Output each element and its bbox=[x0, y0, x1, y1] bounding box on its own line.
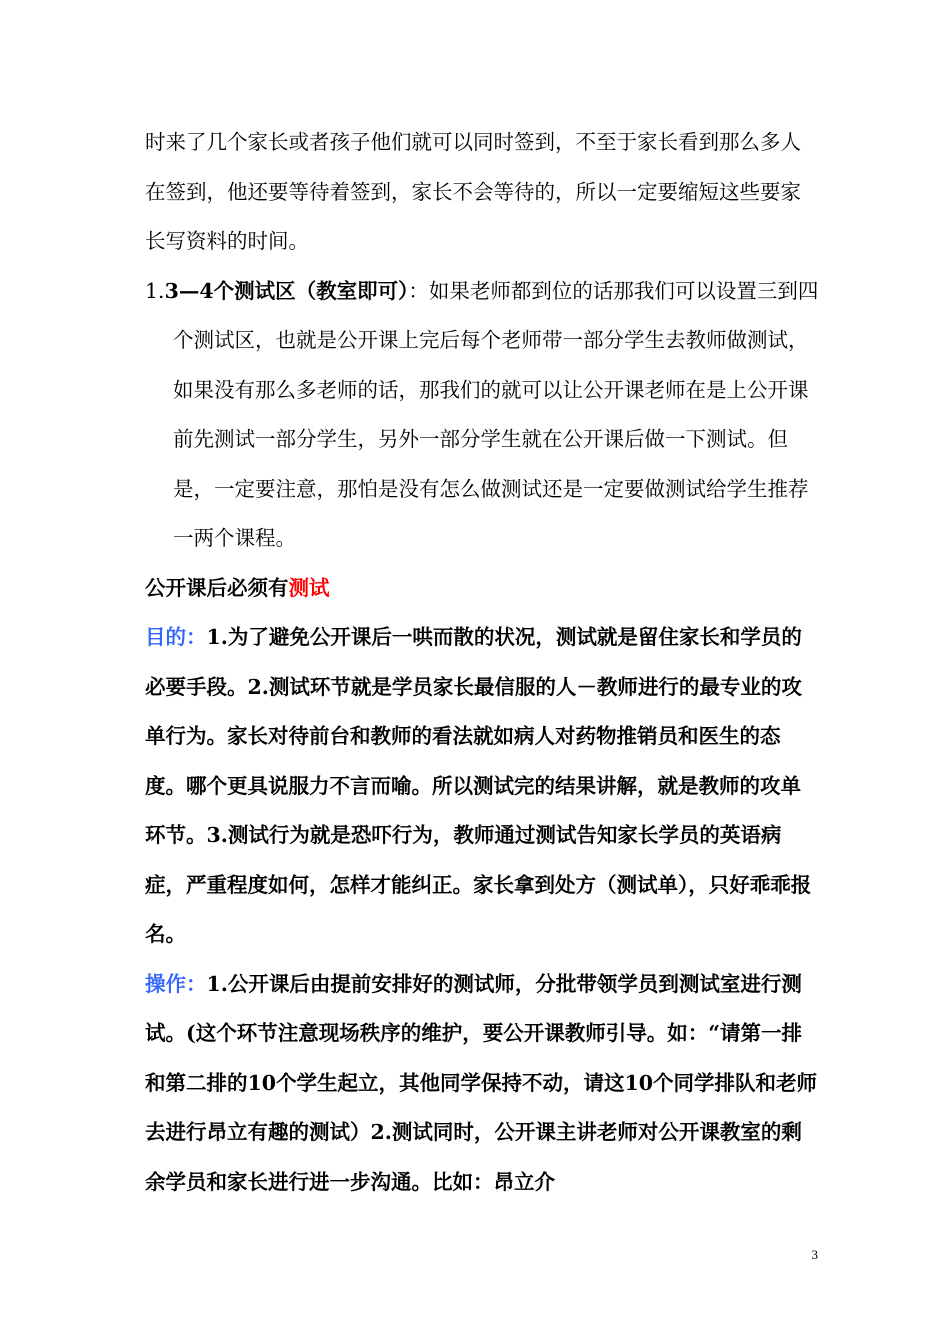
section-heading-prefix: 公开课后必须有 bbox=[145, 575, 289, 600]
operation-label: 操作： bbox=[145, 971, 207, 996]
purpose-body: 1.为了避免公开课后一哄而散的状况，测试就是留住家长和学员的必要手段。2.测试环节就是学员家长最信服的人－教师进行的最专业的攻单行为。家长对待前台和教师的看法就如病人对药物推销员和医生的态度。哪个更具说服力不言而喻。所以测试完的结果讲解，就是教师的攻单环节。3.测试行为就是恐吓行为，教师通过测试告知家长学员的英语病症，严重程度如何，怎样才能纠正。家长拿到处方（测试单），只好乖乖报名。 bbox=[145, 625, 812, 946]
list-item-body: ：如果老师都到位的话那我们可以设置三到四个测试区，也就是公开课上完后每个老师带一部分学生去教师做测试，如果没有那么多老师的话，那我们的就可以让公开课老师在是上公开课前先测试一部分学生，另外一部分学生就在公开课后做一下测试。但是，一定要注意，那怕是没有怎么做测试还是一定要做测试给学生推荐一两个课程。 bbox=[173, 278, 819, 550]
intro-paragraph: 时来了几个家长或者孩子他们就可以同时签到，不至于家长看到那么多人在签到，他还要等待着签到，家长不会等待的，所以一定要缩短这些要家长写资料的时间。 bbox=[145, 130, 801, 253]
section-heading bbox=[145, 564, 820, 614]
page-number: 3 bbox=[811, 1247, 818, 1262]
section-heading-highlight: 测试 bbox=[288, 575, 330, 600]
operation-paragraph bbox=[145, 960, 820, 1208]
list-item-number: 1. bbox=[145, 278, 165, 303]
operation-body: 1.公开课后由提前安排好的测试师，分批带领学员到测试室进行测试。(这个环节注意现场秩序的维护，要公开课教师引导。如：“请第一排和第二排的10个学生起立，其他同学保持不动，请这10个同学排队和老师去进行昂立有趣的测试）2.测试同时，公开课主讲老师对公开课教室的剩余学员和家长进行进一步沟通。比如：昂立介 bbox=[145, 971, 818, 1194]
list-item-title: 3—4个测试区（教室即可） bbox=[164, 278, 409, 303]
purpose-label: 目的： bbox=[145, 625, 207, 649]
list-item-test-areas bbox=[145, 267, 820, 564]
purpose-paragraph bbox=[145, 613, 820, 960]
document-body bbox=[145, 118, 820, 1207]
